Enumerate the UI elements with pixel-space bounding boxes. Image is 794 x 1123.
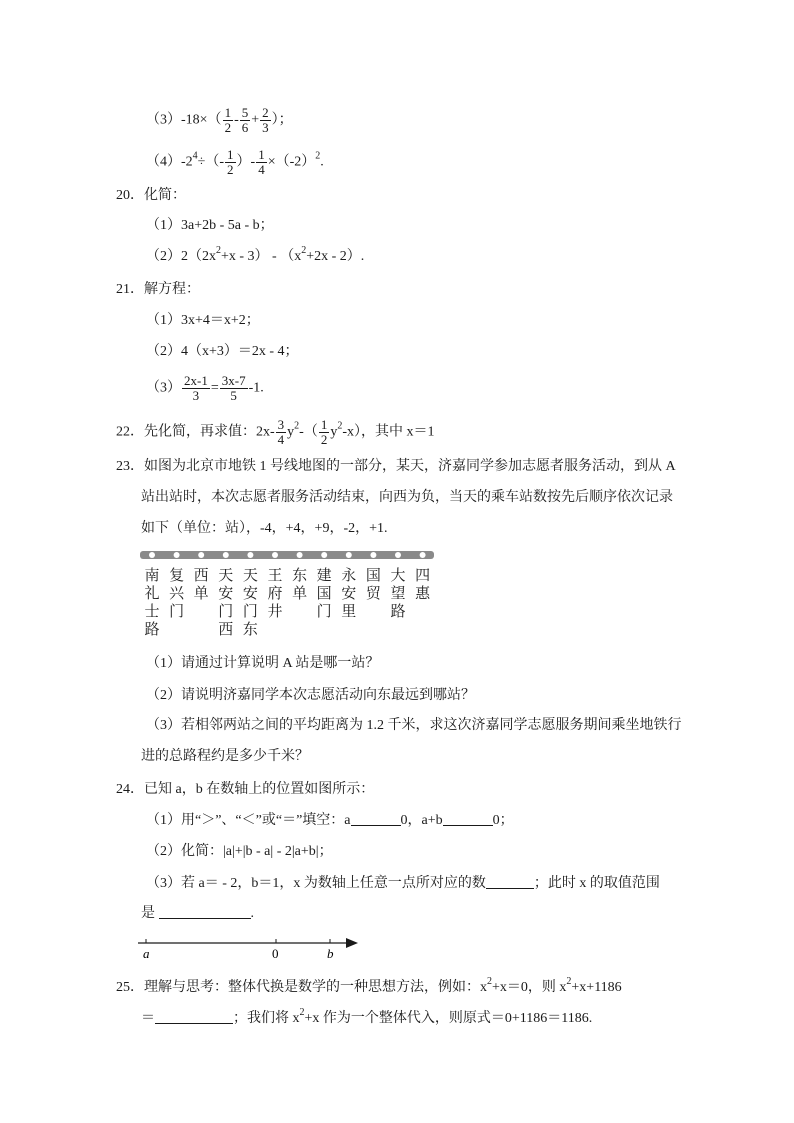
q24-part3-cont: 是 . — [141, 906, 254, 921]
number-line-arrow — [346, 938, 358, 948]
station-label: 南礼士路 — [144, 566, 160, 638]
q23-line3: 如下（单位：站），-4，+4，+9，-2，+1. — [141, 521, 388, 536]
station-label: 王府井 — [267, 566, 283, 620]
answer-blank[interactable] — [155, 1009, 233, 1024]
station-dot — [370, 552, 376, 558]
q19-part3: （3）-18×（ $\frac{1}{2}$ - $\frac{5}{6}$ + $\frac{2}{3}$ ）； — [146, 105, 293, 135]
q20-title: 20．化简： — [116, 188, 186, 203]
q25-line2: ＝ ；我们将 $x^2+x$ 作为一个整体代入，则原式＝0+1186＝1186. — [141, 1007, 593, 1026]
station-label: 四惠 — [415, 566, 431, 602]
q23-line2: 站出站时，本次志愿者服务活动结束，向西为负，当天的乘车站数按先后顺序依次记录 — [141, 490, 673, 505]
q21-part1: （1）3x+4＝x+2； — [146, 313, 260, 328]
q24-part2: （2）化简：|a|+|b - a| - 2|a+b|； — [146, 844, 333, 859]
station-dot — [198, 552, 204, 558]
fraction: $\frac{1}{2}$ — [224, 105, 232, 135]
q24-title: 24．已知 a，b 在数轴上的位置如图所示： — [116, 782, 375, 797]
q23-sub3a: （3）若相邻两站之间的平均距离为 1.2 千米，求这次济嘉同学志愿服务期间乘坐地铁行 — [146, 718, 682, 733]
station-label: 复兴门 — [169, 566, 185, 620]
fraction: $\frac{1}{2}$ — [227, 147, 234, 177]
station-dot — [297, 552, 303, 558]
label-a: a — [143, 946, 150, 961]
station-label: 天安门西 — [218, 566, 234, 638]
q24-part1: （1）用“＞”、“＜”或“＝”填空：a 0，a+b 0； — [146, 813, 514, 828]
station-dot — [223, 552, 229, 558]
q21-part2: （2）4（x+3）＝2x - 4； — [146, 344, 299, 359]
answer-blank[interactable] — [159, 904, 251, 919]
station-label: 建国门 — [316, 566, 332, 620]
answer-blank[interactable] — [351, 811, 401, 826]
answer-blank[interactable] — [443, 811, 493, 826]
metro-track — [140, 551, 434, 559]
number-line — [138, 932, 360, 962]
q23-sub3b: 进的总路程约是多少千米？ — [141, 749, 309, 764]
fraction: $\frac{2}{3}$ — [262, 105, 269, 135]
station-label: 永安里 — [341, 566, 357, 620]
fraction: $\frac{1}{4}$ — [258, 147, 265, 177]
fraction: $\frac{5}{6}$ — [241, 105, 249, 135]
fraction: $\frac{3}{4}$ — [277, 417, 285, 447]
fraction: $\frac{2x-1}{3}$ — [184, 373, 208, 403]
station-dot — [247, 552, 253, 558]
label-b: b — [327, 946, 334, 961]
station-dot — [272, 552, 278, 558]
station-label: 国贸 — [365, 566, 381, 602]
station-dot — [149, 552, 155, 558]
q23-sub2: （2）请说明济嘉同学本次志愿活动向东最远到哪站？ — [146, 688, 475, 703]
station-label: 天安门东 — [242, 566, 258, 638]
label-zero: 0 — [272, 946, 279, 961]
station-dot — [321, 552, 327, 558]
station-dot — [420, 552, 426, 558]
q23-sub1: （1）请通过计算说明 A 站是哪一站？ — [146, 656, 380, 671]
q20-part1: （1）3a+2b - 5a - b； — [146, 218, 274, 233]
q20-part2: $(2)2(2x^2+x - 3) - (x^2+2x - 2)$. — [146, 245, 365, 264]
q21-title: 21．解方程： — [116, 282, 200, 297]
q23-line1: 23．如图为北京市地铁 1 号线地图的一部分，某天，济嘉同学参加志愿者服务活动，到从 A — [116, 459, 676, 474]
station-dot — [395, 552, 401, 558]
station-dot — [174, 552, 180, 558]
q21-part3: （3） $\frac{2x-1}{3}$ = $\frac{3x-7}{5}$ -1. — [146, 373, 264, 403]
q25-line1: 25．理解与思考：整体代换是数学的一种思想方法，例如：$x^2+x=0$，则 $x^2+x+1186$ — [116, 976, 622, 995]
fraction: $\frac{1}{2}$ — [320, 417, 328, 447]
station-label: 西单 — [193, 566, 209, 602]
metro-line-map — [140, 549, 434, 561]
fraction: $\frac{3x-7}{5}$ — [221, 373, 246, 403]
q19-part4: $(4)-2^4\div(-$ $\frac{1}{2}$ ）- $\frac{1}{4}$ $\times(-2)^2$. — [146, 147, 324, 177]
q24-part3: （3）若 a＝ - 2，b＝1，x 为数轴上任意一点所对应的数 ；此时 x 的取值范围 — [146, 876, 660, 891]
q22-line: 22．先化简，再求值：2x- $\frac{3}{4}$ $y^2-$（ $\frac{1}{2}$ $y^2-x$），其中 x＝1 — [116, 417, 435, 447]
station-label: 大望路 — [390, 566, 406, 620]
answer-blank[interactable] — [486, 874, 534, 889]
station-dot — [346, 552, 352, 558]
station-label: 东单 — [292, 566, 308, 602]
